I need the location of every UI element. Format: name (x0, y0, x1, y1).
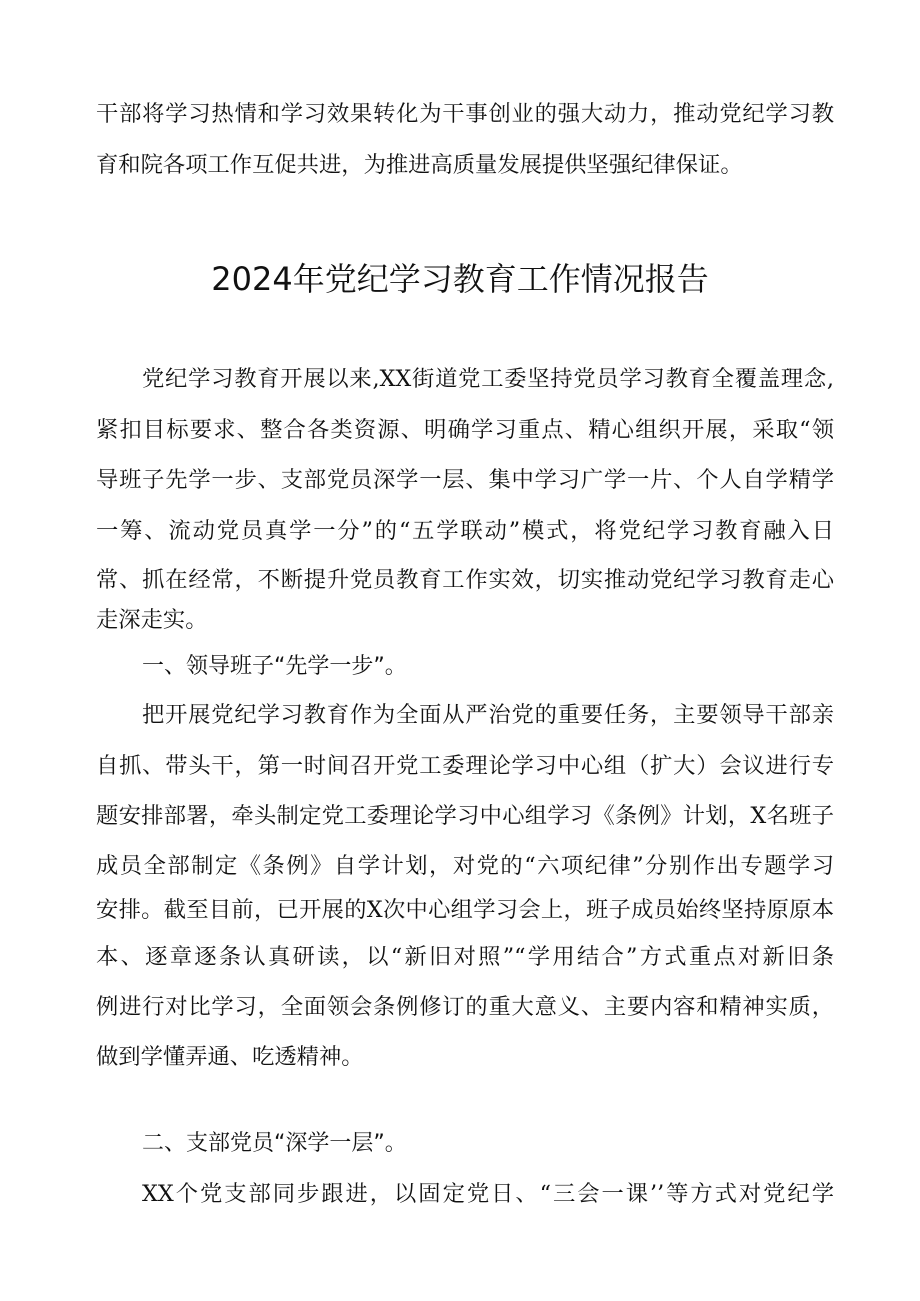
paragraph-line: 党纪学习教育开展以来,XX街道党工委坚持党员学习教育全覆盖理念, (142, 366, 834, 392)
section-heading: 二、支部党员“深学一层”。 (142, 1131, 407, 1156)
paragraph-line: 做到学懂弄通、吃透精神。 (96, 1044, 364, 1070)
paragraph-line: 本、逐章逐条认真研读，以“新旧对照”“学用结合”方式重点对新旧条 (96, 944, 834, 970)
paragraph-line: XX个党支部同步跟进，以固定党日、“三会一课’’等方式对党纪学 (142, 1181, 834, 1207)
paragraph-line: 把开展党纪学习教育作为全面从严治党的重要任务，主要领导干部亲 (142, 702, 834, 728)
paragraph-line: 导班子先学一步、支部党员深学一层、集中学习广学一片、个人自学精学 (96, 467, 834, 493)
paragraph-line: 安排。截至目前，已开展的X次中心组学习会上，班子成员始终坚持原原本 (96, 897, 834, 923)
paragraph-line: 常、抓在经常，不断提升党员教育工作实效，切实推动党纪学习教育走心 (96, 567, 834, 593)
paragraph-line: 一筹、流动党员真学一分”的“五学联动”模式，将党纪学习教育融入日 (96, 518, 834, 544)
paragraph-line: 成员全部制定《条例》自学计划，对党的“六项纪律”分别作出专题学习 (96, 853, 834, 879)
paragraph-line: 育和院各项工作互促共进，为推进高质量发展提供坚强纪律保证。 (96, 152, 743, 178)
paragraph-line: 自抓、带头干，第一时间召开党工委理论学习中心组（扩大）会议进行专 (96, 753, 834, 779)
paragraph-line: 走深走实。 (96, 607, 208, 633)
paragraph-line: 紧扣目标要求、整合各类资源、明确学习重点、精心组织开展，采取“领 (96, 417, 834, 443)
paragraph-line: 例进行对比学习，全面领会条例修订的重大意义、主要内容和精神实质， (96, 994, 834, 1020)
paragraph-line: 题安排部署，牵头制定党工委理论学习中心组学习《条例》计划，X名班子 (96, 803, 834, 829)
document-title: 2024年党纪学习教育工作情况报告 (211, 260, 709, 298)
paragraph-line: 干部将学习热情和学习效果转化为干事创业的强大动力，推动党纪学习教 (96, 101, 834, 127)
section-heading: 一、领导班子“先学一步”。 (142, 654, 407, 679)
